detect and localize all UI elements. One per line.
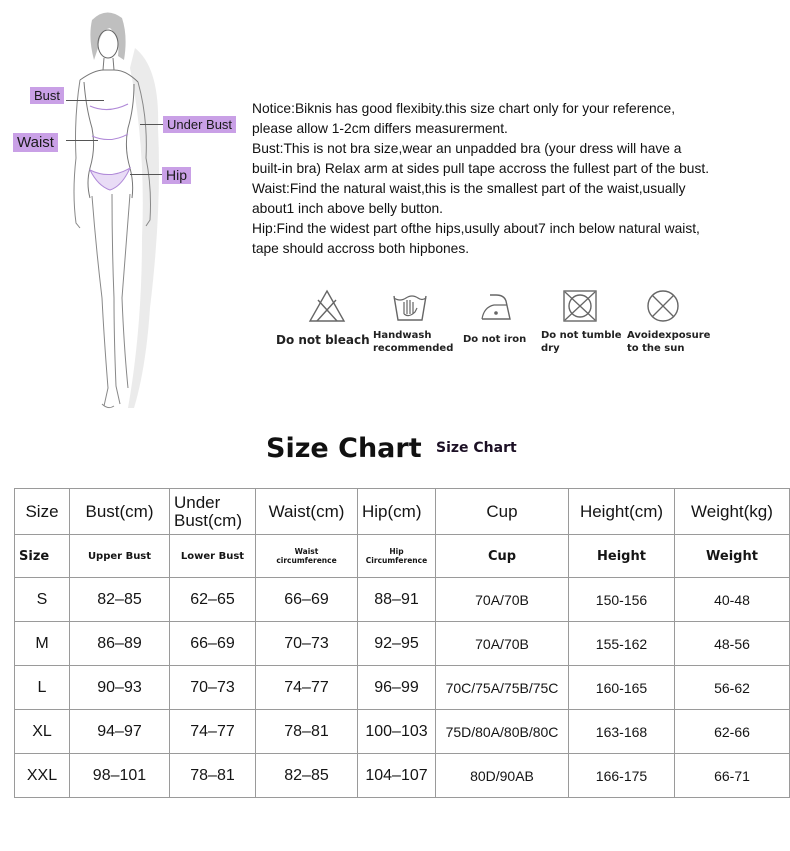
size-chart-subtitle: Size Chart [436, 440, 517, 456]
iron-icon [478, 291, 514, 323]
measurement-notice [252, 99, 788, 259]
cell-bust: 98–101 [70, 754, 170, 798]
cell-hip: 88–91 [358, 578, 436, 622]
care-item-handwash [392, 288, 428, 324]
under-bust-label: Under Bust [163, 116, 236, 133]
header-under-bust-line2: Bust(cm) [174, 510, 242, 530]
cell-size: L [15, 666, 70, 710]
cell-size: XXL [15, 754, 70, 798]
notice-line: Waist:Find the natural waist,this is the smallest part of the waist,usually [252, 181, 686, 196]
cell-cup: 70A/70B [436, 578, 569, 622]
subheader-weight: Weight [675, 535, 790, 578]
cell-size: XL [15, 710, 70, 754]
triangle-x-icon [307, 288, 347, 324]
cell-cup: 70A/70B [436, 622, 569, 666]
notice-line: about1 inch above belly button. [252, 201, 444, 216]
cell-bust: 82–85 [70, 578, 170, 622]
table-subheader-row [15, 535, 790, 578]
cell-cup: 70C/75A/75B/75C [436, 666, 569, 710]
care-label-iron: Do not iron [463, 334, 527, 345]
subheader-height: Height [569, 535, 675, 578]
cell-weight: 40-48 [675, 578, 790, 622]
header-cup: Cup [436, 489, 569, 535]
care-item-iron [478, 291, 514, 323]
cell-bust: 90–93 [70, 666, 170, 710]
care-label-tumble-2: dry [541, 343, 560, 354]
table-row [15, 754, 790, 798]
cell-bust: 86–89 [70, 622, 170, 666]
notice-line: Bust:This is not bra size,wear an unpadded bra (your dress will have a [252, 141, 682, 156]
cell-height: 166-175 [569, 754, 675, 798]
notice-line: please allow 1-2cm differs measurerment. [252, 121, 508, 136]
size-table [14, 488, 790, 798]
cell-hip: 92–95 [358, 622, 436, 666]
header-waist: Waist(cm) [256, 489, 358, 535]
cell-hip: 104–107 [358, 754, 436, 798]
care-label-sun-1: Avoidexposure [627, 330, 711, 341]
cell-under-bust: 78–81 [170, 754, 256, 798]
cell-under-bust: 62–65 [170, 578, 256, 622]
cell-waist: 70–73 [256, 622, 358, 666]
subheader-size: Size [15, 535, 70, 578]
header-size: Size [15, 489, 70, 535]
cell-hip: 96–99 [358, 666, 436, 710]
cell-cup: 80D/90AB [436, 754, 569, 798]
waist-leader-line [66, 140, 98, 141]
header-bust: Bust(cm) [70, 489, 170, 535]
bust-leader-line [66, 100, 104, 101]
hip-leader-line [130, 174, 162, 175]
cell-height: 155-162 [569, 622, 675, 666]
cell-cup: 75D/80A/80B/80C [436, 710, 569, 754]
cell-weight: 66-71 [675, 754, 790, 798]
cell-under-bust: 70–73 [170, 666, 256, 710]
care-label-tumble-1: Do not tumble [541, 330, 622, 341]
table-row [15, 578, 790, 622]
header-hip: Hip(cm) [358, 489, 436, 535]
care-label-handwash-2: recommended [373, 343, 454, 354]
subheader-waist [256, 535, 358, 578]
cell-waist: 78–81 [256, 710, 358, 754]
cell-under-bust: 66–69 [170, 622, 256, 666]
table-row [15, 666, 790, 710]
circle-x-icon [645, 289, 681, 323]
hand-wash-icon [392, 288, 428, 324]
table-row [15, 622, 790, 666]
care-item-sun [645, 289, 681, 323]
care-label-bleach: Do not bleach [276, 333, 370, 347]
cell-size: M [15, 622, 70, 666]
header-weight: Weight(kg) [675, 489, 790, 535]
cell-size: S [15, 578, 70, 622]
cell-height: 150-156 [569, 578, 675, 622]
subheader-hip-line1: Hip [389, 547, 404, 556]
notice-line: Hip:Find the widest part ofthe hips,usully about7 inch below natural waist, [252, 221, 700, 236]
notice-line: tape should accross both hipbones. [252, 241, 470, 256]
table-row [15, 710, 790, 754]
waist-label: Waist [13, 133, 58, 152]
subheader-cup: Cup [436, 535, 569, 578]
subheader-hip [358, 535, 436, 578]
subheader-bust: Upper Bust [70, 535, 170, 578]
subheader-waist-line1: Waist [294, 547, 319, 556]
subheader-waist-line2: circumference [276, 556, 337, 565]
size-chart-title: Size Chart [266, 433, 422, 464]
subheader-hip-line2: Circumference [365, 556, 428, 565]
cell-weight: 62-66 [675, 710, 790, 754]
notice-line: Notice:Biknis has good flexibity.this size chart only for your reference, [252, 101, 676, 116]
care-instructions [0, 285, 790, 365]
care-item-bleach [307, 288, 347, 324]
header-under-bust-line1: Under [174, 492, 221, 512]
cell-height: 160-165 [569, 666, 675, 710]
header-under-bust [170, 489, 256, 535]
cell-bust: 94–97 [70, 710, 170, 754]
cell-weight: 56-62 [675, 666, 790, 710]
notice-line: built-in bra) Relax arm at sides pull tape accross the fullest part of the bust. [252, 161, 710, 176]
tumble-dry-x-icon [562, 289, 598, 323]
care-label-sun-2: to the sun [627, 343, 685, 354]
subheader-under-bust: Lower Bust [170, 535, 256, 578]
cell-waist: 74–77 [256, 666, 358, 710]
hip-label: Hip [162, 167, 191, 184]
table-header-row [15, 489, 790, 535]
care-label-handwash-1: Handwash [373, 330, 432, 341]
bust-label: Bust [30, 87, 64, 104]
care-item-tumble [562, 289, 598, 323]
cell-under-bust: 74–77 [170, 710, 256, 754]
under-bust-leader-line [140, 124, 164, 125]
cell-hip: 100–103 [358, 710, 436, 754]
cell-waist: 66–69 [256, 578, 358, 622]
cell-weight: 48-56 [675, 622, 790, 666]
header-height: Height(cm) [569, 489, 675, 535]
cell-height: 163-168 [569, 710, 675, 754]
cell-waist: 82–85 [256, 754, 358, 798]
